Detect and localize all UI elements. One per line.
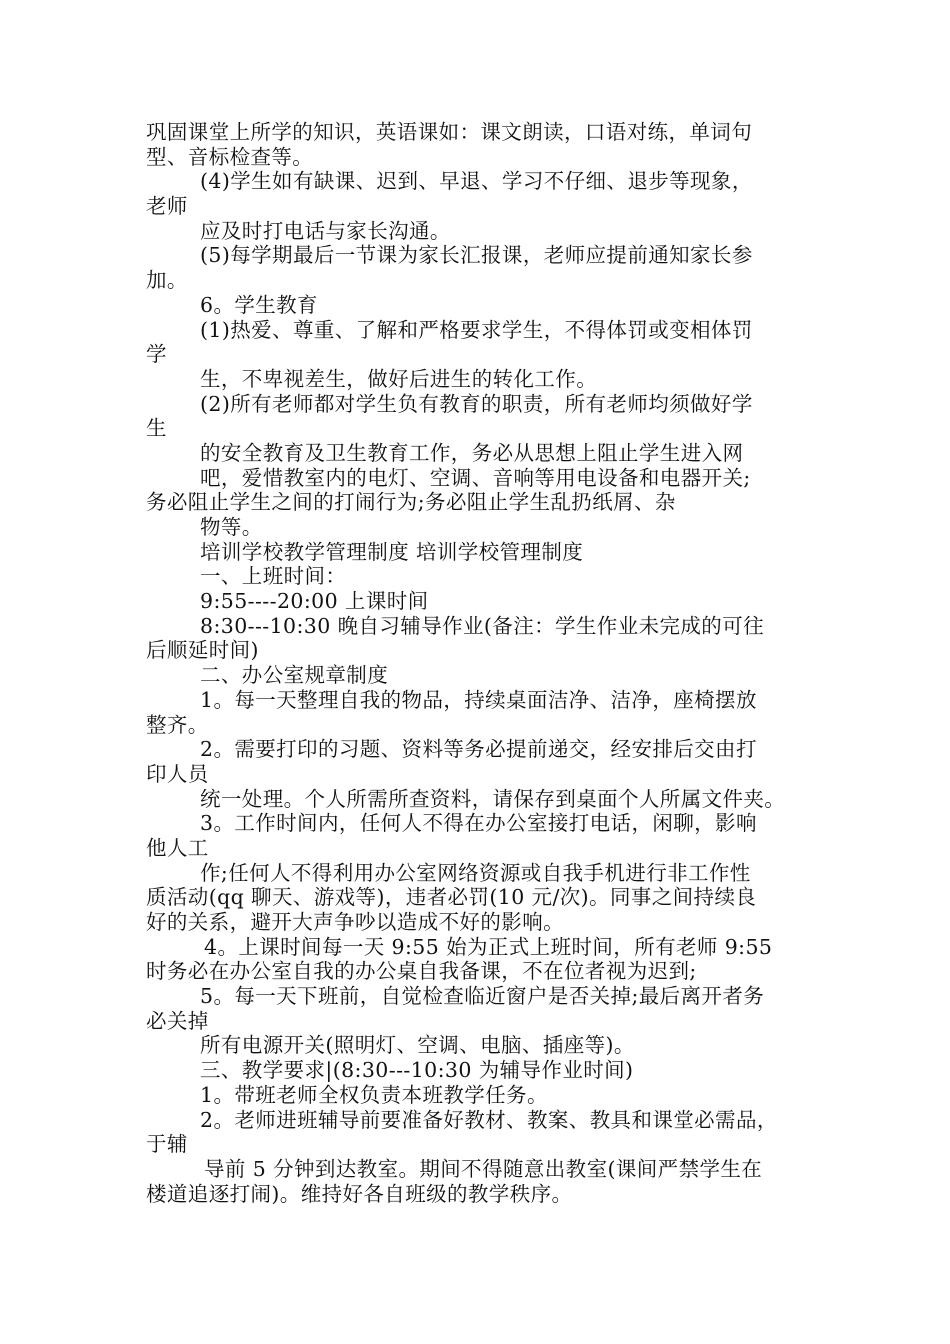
text-line: 必关掉 <box>146 1008 209 1033</box>
text-line: 三、教学要求|(8:30---10:30 为辅导作业时间) <box>200 1058 634 1083</box>
text-line: 6。学生教育 <box>200 292 318 317</box>
text-line: 生 <box>146 416 167 441</box>
text-line: 整齐。 <box>146 712 209 737</box>
text-line: 5。每一天下班前，自觉检查临近窗户是否关掉;最后离开者务 <box>200 984 765 1009</box>
text-line: (5)每学期最后一节课为家长汇报课，老师应提前通知家长参 <box>200 243 753 268</box>
text-line: 一、上班时间： <box>200 564 347 589</box>
text-line: 1。每一天整理自我的物品，持续桌面洁净、洁净，座椅摆放 <box>200 687 757 712</box>
text-line: 物等。 <box>200 515 263 539</box>
text-line: 他人工 <box>146 835 209 860</box>
text-line: 加。 <box>146 268 188 293</box>
text-line: 老师 <box>146 194 188 219</box>
document-body <box>146 120 818 1206</box>
text-line: 务必阻止学生之间的打闹行为;务必阻止学生乱扔纸屑、杂 <box>146 490 676 515</box>
text-line: (4)学生如有缺课、迟到、早退、学习不仔细、退步等现象， <box>200 169 753 194</box>
text-line: 质活动(qq 聊天、游戏等)，违者必罚(10 元/次)。同事之间持续良 <box>146 885 757 910</box>
text-line: 型、音标检查等。 <box>146 144 314 169</box>
text-line: 应及时打电话与家长沟通。 <box>200 218 451 243</box>
text-line: 8:30---10:30 晚自习辅导作业(备注：学生作业未完成的可往 <box>200 613 765 638</box>
text-line: 印人员 <box>146 761 209 786</box>
text-line: 二、办公室规章制度 <box>200 663 389 688</box>
text-line: 9:55----20:00 上课时间 <box>200 589 429 614</box>
text-line: 所有电源开关(照明灯、空调、电脑、插座等)。 <box>200 1033 635 1058</box>
text-line: 3。工作时间内，任何人不得在办公室接打电话，闲聊，影响 <box>200 811 757 836</box>
text-line: 时务必在办公室自我的办公桌自我备课，不在位者视为迟到; <box>146 959 697 984</box>
text-line: 后顺延时间) <box>146 638 259 663</box>
text-line: 统一处理。个人所需所查资料，请保存到桌面个人所属文件夹。 <box>200 786 786 811</box>
text-line: 培训学校教学管理制度 培训学校管理制度 <box>200 539 584 564</box>
text-line: (1)热爱、尊重、了解和严格要求学生，不得体罚或变相体罚 <box>200 317 753 342</box>
text-line: 1。带班老师全权负责本班教学任务。 <box>200 1082 548 1107</box>
text-line: 吧，爱惜教室内的电灯、空调、音响等用电设备和电器开关; <box>200 465 751 490</box>
text-line: 的安全教育及卫生教育工作，务必从思想上阻止学生进入网 <box>200 440 744 465</box>
text-line: 好的关系，避开大声争吵以造成不好的影响。 <box>146 910 564 934</box>
text-line: 楼道追逐打闹)。维持好各自班级的教学秩序。 <box>146 1181 573 1206</box>
text-line: 于辅 <box>146 1132 188 1157</box>
text-line: 作;任何人不得利用办公室网络资源或自我手机进行非工作性 <box>200 860 751 885</box>
text-line: 学 <box>146 342 167 367</box>
text-line: 4。上课时间每一天 9:55 始为正式上班时间，所有老师 9:55 <box>204 934 773 959</box>
text-line: 导前 5 分钟到达教室。期间不得随意出教室(课间严禁学生在 <box>204 1156 763 1181</box>
text-line: 巩固课堂上所学的知识，英语课如：课文朗读，口语对练，单词句 <box>146 120 753 144</box>
text-line: (2)所有老师都对学生负有教育的职责，所有老师均须做好学 <box>200 391 753 416</box>
text-line: 2。老师进班辅导前要准备好教材、教案、教具和课堂必需品， <box>200 1107 778 1132</box>
text-line: 2。需要打印的习题、资料等务必提前递交，经安排后交由打 <box>200 737 757 762</box>
text-line: 生，不卑视差生，做好后进生的转化工作。 <box>200 366 598 391</box>
